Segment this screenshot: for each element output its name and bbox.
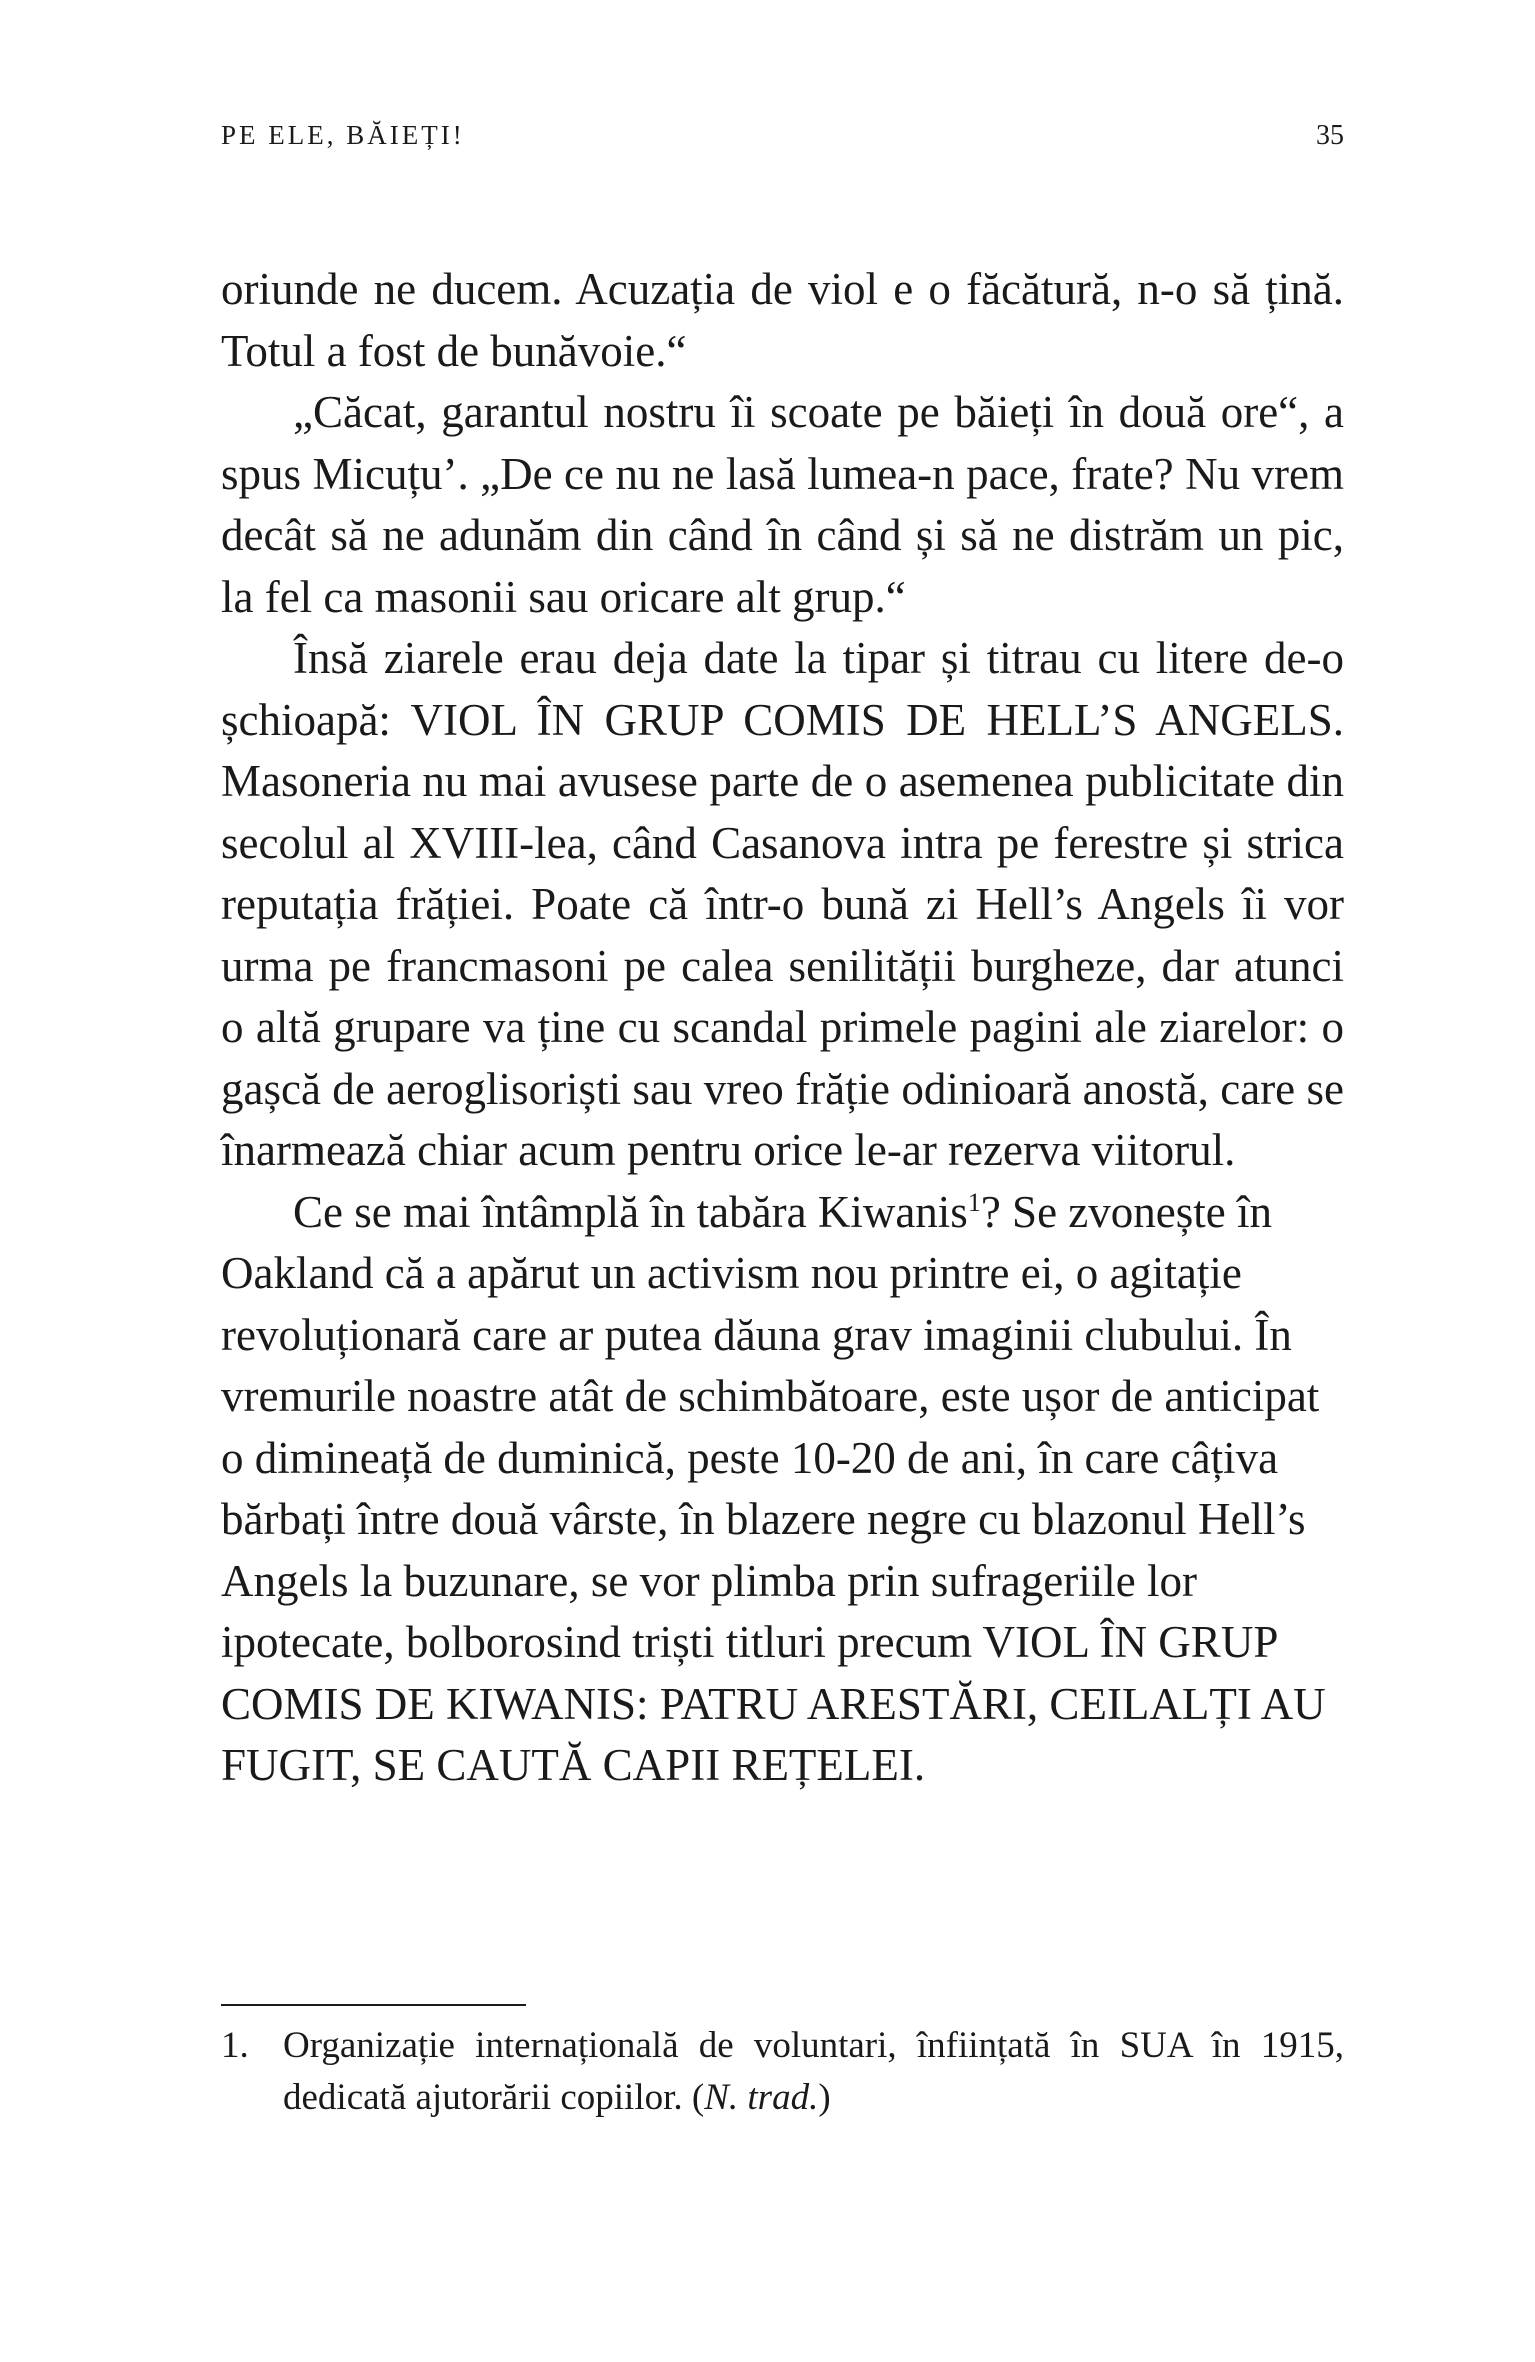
- paragraph: [221, 1182, 1344, 1797]
- paragraph: Însă ziarele erau deja date la tipar și titrau cu litere de-o șchioapă: VIOL ÎN GRUP COMIS DE HELL’S ANGELS. Masoneria nu mai avusese parte de o asemenea publicitate din secolul al XVIII-lea, când Casanova intra pe ferestre și strica reputația frăției. Poate că într-o bună zi Hell’s Angels îi vor urma pe francmasoni pe calea senilității burgheze, dar atunci o altă grupare va ține cu scandal primele pagini ale ziarelor: o gașcă de aeroglisoriști sau vreo frăție odinioară anostă, care se înarmează chiar acum pentru orice le-ar rezerva viitorul.: [221, 633, 1344, 1175]
- footnote-body: Organizație internațională de voluntari, înființată în SUA în 1915, dedicată ajutorării copiilor. (: [283, 2025, 1344, 2118]
- paragraph: oriunde ne ducem. Acuzația de viol e o făcătură, n-o să țină. Totul a fost de bunăvoie.“: [221, 264, 1344, 376]
- paragraph-text: Ce se mai întâmplă în tabăra Kiwanis: [293, 1186, 968, 1237]
- footnote-reference[interactable]: 1: [967, 1187, 981, 1217]
- footnote: [221, 2020, 1344, 2124]
- page-number: 35: [1316, 120, 1344, 151]
- footnote-marker: 1.: [221, 2025, 249, 2066]
- running-title: PE ELE, BĂIEȚI!: [221, 120, 465, 150]
- footnote-separator: [221, 2004, 526, 2006]
- paragraph-text: ? Se zvonește în Oakland că a apărut un activism nou printre ei, o agitație revoluționară care ar putea dăuna grav imaginii clubului. În vremurile noastre atât de schimbătoare, este ușor de anticipat o dimineață de duminică, peste 10-20 de ani, în care câțiva bărbați între două vârste, în blazere negre cu blazonul Hell’s Angels la buzunare, se vor plimba prin sufrageriile lor ipotecate, bolborosind triști titluri precum VIOL ÎN GRUP COMIS DE KIWANIS: PATRU ARESTĂRI, CEILALȚI AU FUGIT, SE CAUTĂ CAPII REȚELEI.: [221, 1186, 1326, 1790]
- paragraph: „Căcat, garantul nostru îi scoate pe băieți în două ore“, a spus Micuțu’. „De ce nu ne lasă lumea-n pace, frate? Nu vrem decât să ne adunăm din când în când și să ne distrăm un pic, la fel ca masonii sau oricare alt grup.“: [221, 387, 1344, 622]
- footnote-text: [283, 2020, 1344, 2124]
- translator-note: N. trad.: [704, 2077, 819, 2118]
- body-text: [221, 259, 1344, 1797]
- page-header: [221, 120, 1344, 160]
- footnote-close: ): [818, 2077, 831, 2118]
